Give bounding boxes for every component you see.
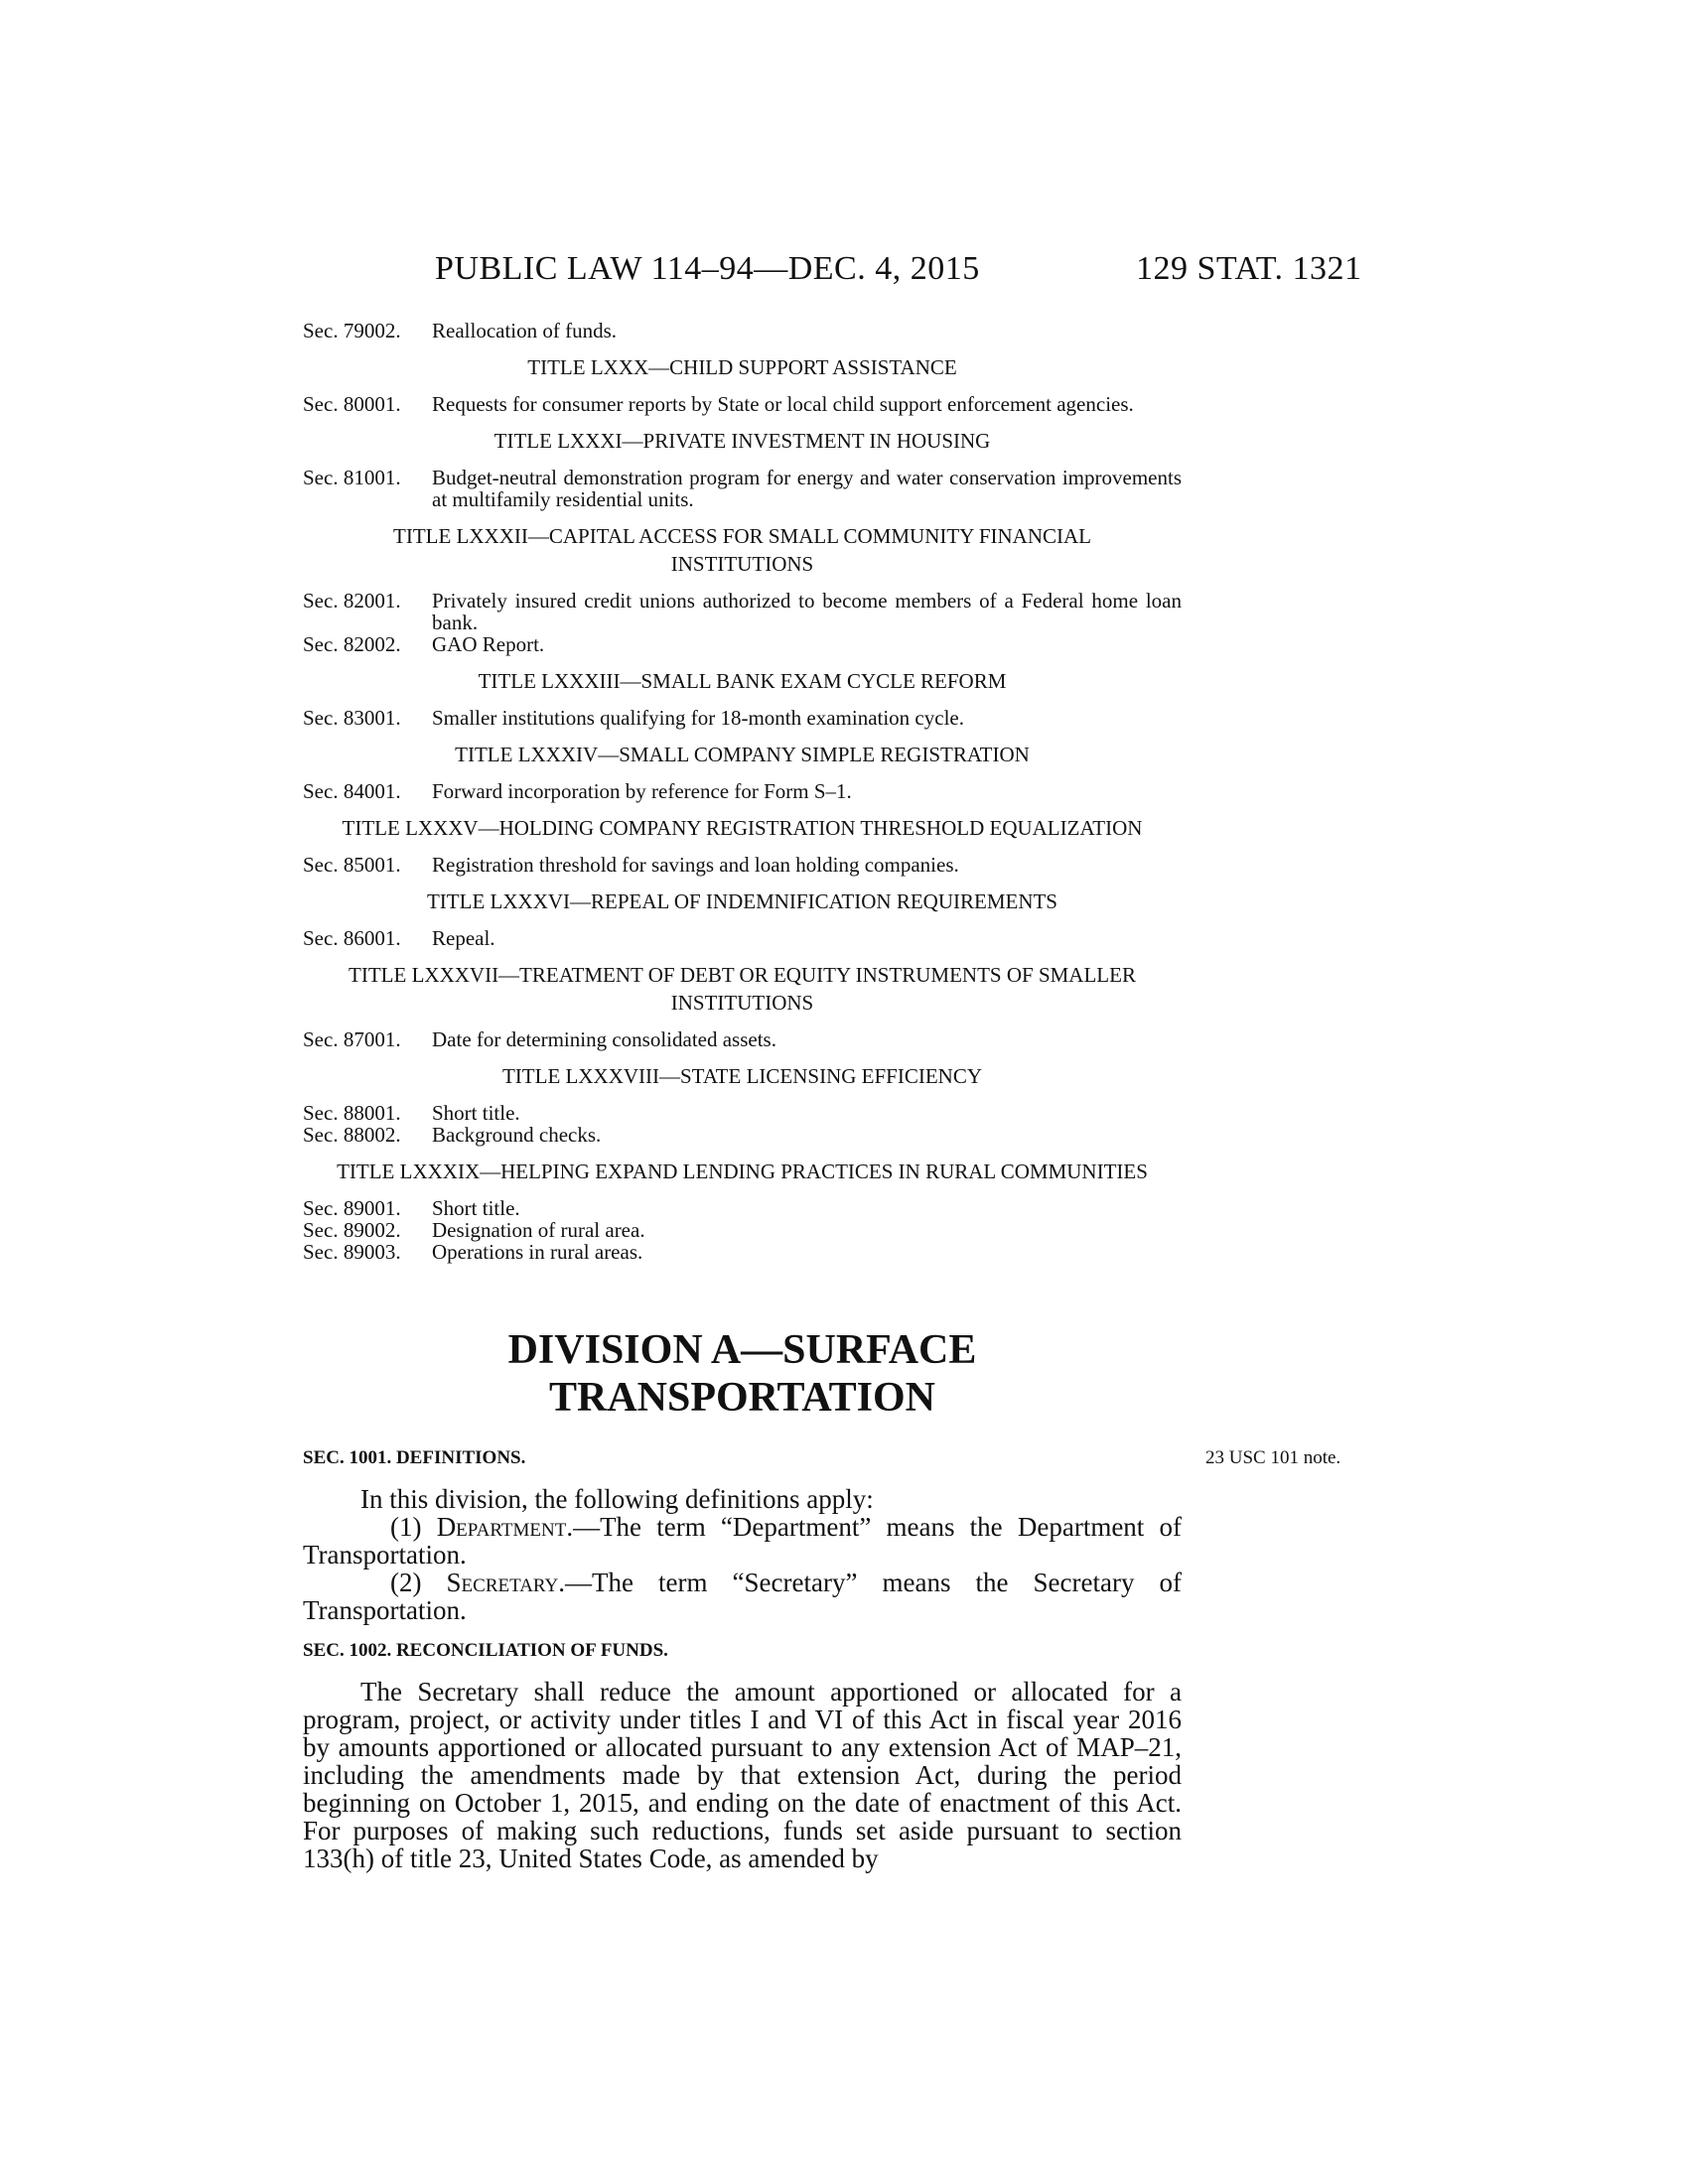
toc-title: TITLE LXXXVIII—STATE LICENSING EFFICIENCY <box>501 1064 982 1088</box>
defined-term: Secretary <box>446 1568 559 1597</box>
toc-sec-number: Sec. 89002. <box>303 1218 401 1242</box>
toc-sec-text: Registration threshold for savings and loan holding companies. <box>432 853 959 877</box>
toc-sec-text: Requests for consumer reports by State or local child support enforcement agencies. <box>432 392 1134 416</box>
toc-sec-number: Sec. 87001. <box>303 1027 401 1051</box>
toc-sec-text: Privately insured credit unions authorized to become members of a Federal home loan bank. <box>432 589 1182 634</box>
toc-sec-text: Short title. <box>432 1196 520 1220</box>
toc-entry <box>303 467 1182 510</box>
toc-sec-number: Sec. 89003. <box>303 1240 401 1264</box>
toc-sec-text: Background checks. <box>432 1123 602 1147</box>
section-heading: SEC. 1001. DEFINITIONS. <box>303 1447 526 1468</box>
toc-sec-text: GAO Report. <box>432 632 545 656</box>
toc-title: TITLE LXXXII—CAPITAL ACCESS FOR SMALL COMMUNITY FINANCIAL INSTITUTIONS <box>393 524 1091 576</box>
toc-title: TITLE LXXXV—HOLDING COMPANY REGISTRATION THRESHOLD EQUALIZATION <box>342 816 1143 840</box>
toc-sec-text: Short title. <box>432 1101 520 1125</box>
toc-title: TITLE LXXX—CHILD SUPPORT ASSISTANCE <box>527 355 957 379</box>
toc-entry <box>303 1124 1182 1146</box>
toc-sec-number: Sec. 88001. <box>303 1101 401 1125</box>
toc-entry <box>303 1102 1182 1124</box>
table-of-contents <box>303 320 1182 1269</box>
division-heading <box>303 1326 1182 1422</box>
toc-entry <box>303 927 1182 949</box>
toc-sec-number: Sec. 83001. <box>303 706 401 730</box>
toc-title: TITLE LXXXVI—REPEAL OF INDEMNIFICATION REQUIREMENTS <box>426 889 1057 913</box>
running-header: PUBLIC LAW 114–94—DEC. 4, 2015 <box>435 250 980 287</box>
toc-sec-number: Sec. 86001. <box>303 926 401 950</box>
toc-sec-number: Sec. 81001. <box>303 466 401 489</box>
toc-sec-text: Smaller institutions qualifying for 18-month examination cycle. <box>432 706 964 730</box>
toc-sec-text: Reallocation of funds. <box>432 319 618 342</box>
toc-entry <box>303 320 1182 341</box>
definition-paragraph <box>303 1569 1182 1624</box>
page-number: 129 STAT. 1321 <box>1136 250 1362 287</box>
toc-sec-text: Forward incorporation by reference for Form S–1. <box>432 779 852 803</box>
toc-entry <box>303 707 1182 729</box>
toc-entry <box>303 393 1182 415</box>
toc-sec-number: Sec. 80001. <box>303 392 401 416</box>
toc-entry <box>303 1241 1182 1263</box>
division-heading-line1: DIVISION A—SURFACE <box>507 1327 977 1373</box>
margin-note: 23 USC 101 note. <box>1205 1447 1341 1468</box>
toc-sec-text: Designation of rural area. <box>432 1218 645 1242</box>
toc-title: TITLE LXXXIII—SMALL BANK EXAM CYCLE REFORM <box>478 669 1007 693</box>
definition-paragraph <box>303 1513 1182 1569</box>
section-paragraph: The Secretary shall reduce the amount apportioned or allocated for a program, project, or activity under titles I and VI of this Act in fiscal year 2016 by amounts apportioned or allocated pursuant to any extension Act of MAP–21, including the amendments made by that extension Act, during the period beginning on October 1, 2015, and ending on the date of enactment of this Act. For purposes of making such reductions, funds set aside pursuant to section 133(h) of title 23, United States Code, as amended by <box>303 1677 1182 1873</box>
toc-sec-number: Sec. 88002. <box>303 1123 401 1147</box>
paragraph-number: (1) <box>390 1512 437 1542</box>
paragraph-number: (2) <box>390 1568 447 1597</box>
toc-sec-text: Repeal. <box>432 926 495 950</box>
section-heading: SEC. 1002. RECONCILIATION OF FUNDS. <box>303 1640 668 1661</box>
toc-title: TITLE LXXXIX—HELPING EXPAND LENDING PRACTICES IN RURAL COMMUNITIES <box>337 1160 1148 1183</box>
toc-title: TITLE LXXXIV—SMALL COMPANY SIMPLE REGISTRATION <box>455 743 1030 766</box>
toc-entry <box>303 590 1182 633</box>
toc-sec-text: Date for determining consolidated assets. <box>432 1027 776 1051</box>
toc-entry <box>303 854 1182 876</box>
toc-entry <box>303 1197 1182 1219</box>
toc-sec-text: Budget-neutral demonstration program for energy and water conservation improvements at multifamily residential units. <box>432 466 1182 511</box>
toc-entry <box>303 1028 1182 1050</box>
toc-sec-number: Sec. 79002. <box>303 319 401 342</box>
division-heading-line2: TRANSPORTATION <box>548 1375 935 1421</box>
toc-entry <box>303 780 1182 802</box>
toc-sec-number: Sec. 82002. <box>303 632 401 656</box>
toc-entry <box>303 1219 1182 1241</box>
toc-title: TITLE LXXXVII—TREATMENT OF DEBT OR EQUITY INSTRUMENTS OF SMALLER INSTITUTIONS <box>349 963 1136 1015</box>
body-text <box>303 1447 1182 1872</box>
toc-title: TITLE LXXXI—PRIVATE INVESTMENT IN HOUSING <box>493 429 991 453</box>
toc-sec-number: Sec. 89001. <box>303 1196 401 1220</box>
toc-entry <box>303 633 1182 655</box>
toc-sec-number: Sec. 82001. <box>303 589 401 613</box>
definition-text: .—The term “Secretary” means the Secretary of Transportation. <box>303 1568 1183 1625</box>
toc-sec-number: Sec. 84001. <box>303 779 401 803</box>
toc-sec-text: Operations in rural areas. <box>432 1240 643 1264</box>
definition-text: .—The term “Department” means the Department of Transportation. <box>303 1512 1182 1570</box>
toc-sec-number: Sec. 85001. <box>303 853 401 877</box>
defined-term: Department <box>436 1512 567 1542</box>
section-intro: In this division, the following definitions apply: <box>360 1484 874 1514</box>
